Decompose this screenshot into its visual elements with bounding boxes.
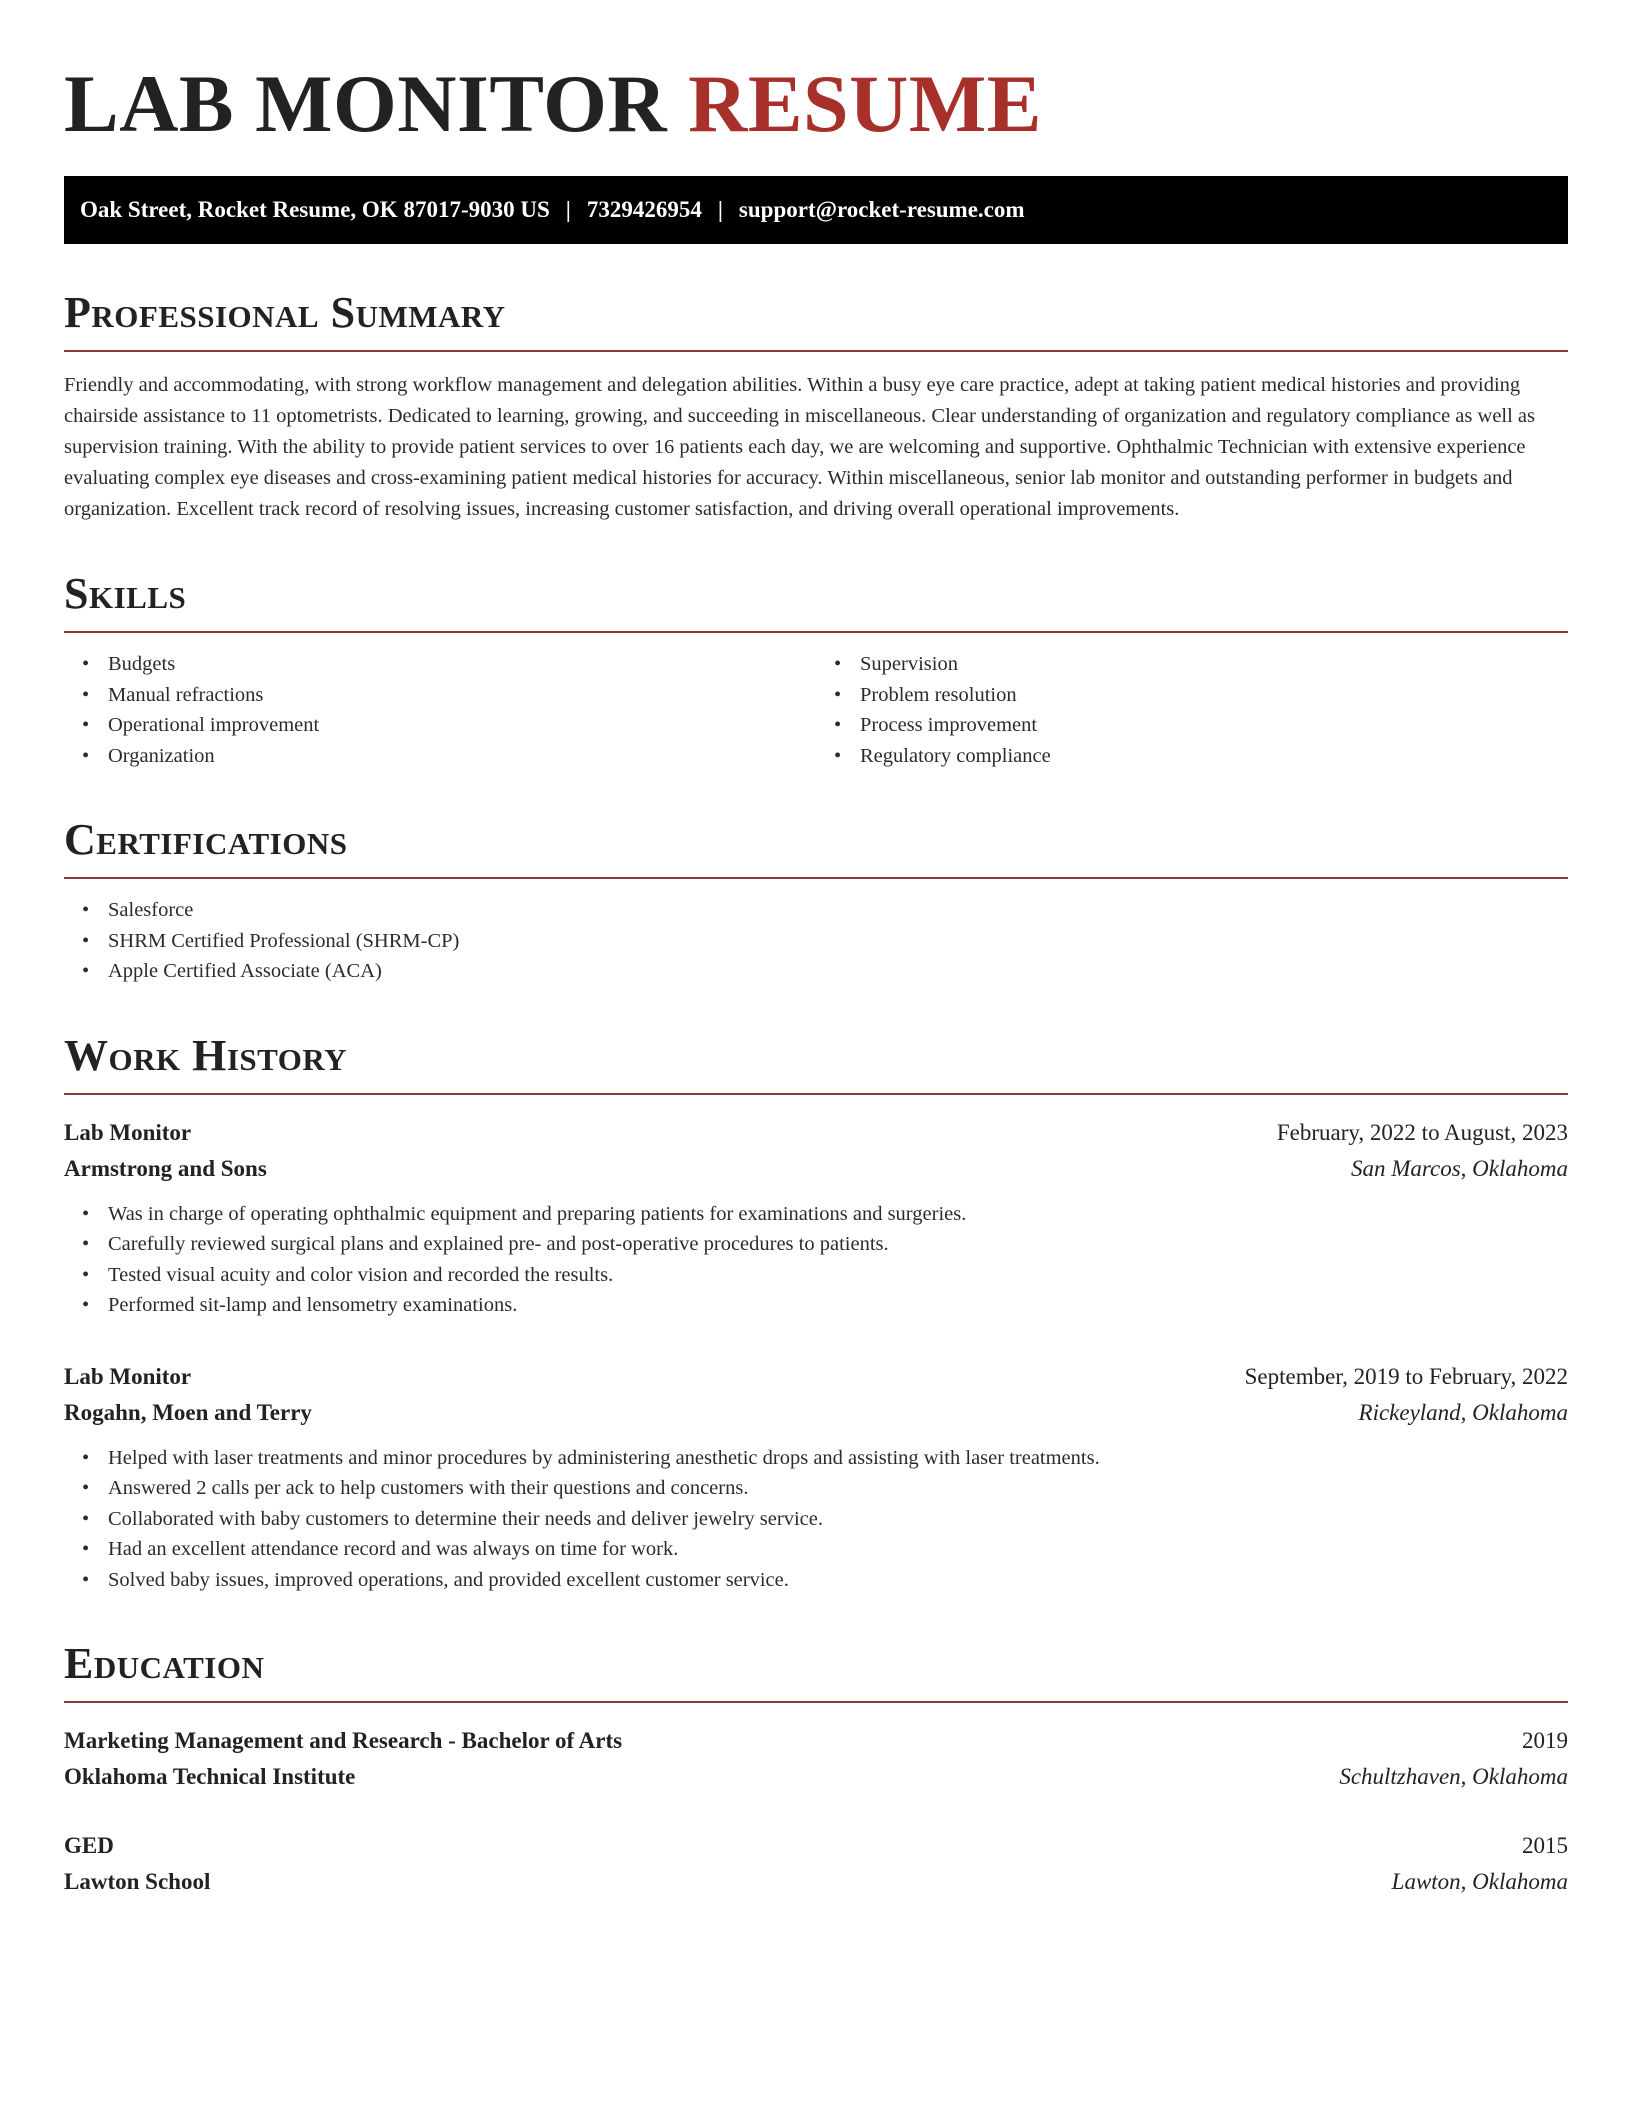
- skill-item: • Organization: [108, 741, 816, 772]
- education-section: [64, 1639, 1568, 1900]
- skills-grid: [64, 649, 1568, 771]
- summary-heading: Professional Summary: [64, 288, 1568, 352]
- education-school-row: [64, 1864, 1568, 1900]
- education-year: 2015: [1522, 1833, 1568, 1858]
- job-title-row: [64, 1115, 1568, 1151]
- job-bullet: • Was in charge of operating ophthalmic equipment and preparing patients for examinations and surgeries.: [108, 1199, 1568, 1230]
- contact-separator: |: [565, 197, 571, 222]
- contact-bar: [64, 176, 1568, 244]
- job-dates: February, 2022 to August, 2023: [1276, 1119, 1568, 1145]
- skill-item: • Budgets: [108, 649, 816, 680]
- job-bullet: • Solved baby issues, improved operations, and provided excellent customer service.: [108, 1565, 1568, 1596]
- education-school: Oklahoma Technical Institute: [64, 1764, 356, 1789]
- education-entry: [64, 1723, 1568, 1795]
- job-bullets: [64, 1443, 1568, 1596]
- job-entry: [64, 1359, 1568, 1596]
- skill-item: • Supervision: [860, 649, 1568, 680]
- skills-list-right: [816, 649, 1568, 771]
- job-bullet: • Performed sit-lamp and lensometry examinations.: [108, 1290, 1568, 1321]
- certifications-section: [64, 815, 1568, 987]
- job-company-row: [64, 1151, 1568, 1187]
- skill-item: • Regulatory compliance: [860, 741, 1568, 772]
- education-year: 2019: [1522, 1728, 1568, 1753]
- job-bullet: • Collaborated with baby customers to determine their needs and deliver jewelry service.: [108, 1504, 1568, 1535]
- title-accent: RESUME: [688, 58, 1042, 149]
- contact-email[interactable]: support@rocket-resume.com: [738, 197, 1025, 222]
- job-title: Lab Monitor: [64, 1119, 192, 1145]
- skill-item: • Manual refractions: [108, 680, 816, 711]
- job-title-row: [64, 1359, 1568, 1395]
- education-degree-row: [64, 1723, 1568, 1759]
- summary-text: Friendly and accommodating, with strong workflow management and delegation abilities. Within a busy eye care practice, adept at taking patient medical histories and providing chairside assistance to 11 optometrists. Dedicated to learning, growing, and succeeding in miscellaneous. Clear understanding of organization and regulatory compliance as well as supervision training. With the ability to provide patient services to over 16 patients each day, we are welcoming and supportive. Ophthalmic Technician with extensive experience evaluating complex eye diseases and cross-examining patient medical histories for accuracy. Within miscellaneous, senior lab monitor and outstanding performer in budgets and organization. Excellent track record of resolving issues, increasing customer satisfaction, and driving overall operational improvements.: [64, 374, 1536, 520]
- contact-separator: |: [717, 197, 723, 222]
- education-location: Schultzhaven, Oklahoma: [1339, 1764, 1568, 1789]
- certification-item: • Salesforce: [108, 895, 1568, 926]
- certification-item: • SHRM Certified Professional (SHRM-CP): [108, 926, 1568, 957]
- skill-item: • Problem resolution: [860, 680, 1568, 711]
- education-degree: GED: [64, 1833, 114, 1858]
- summary-section: [64, 288, 1568, 525]
- job-bullet: • Tested visual acuity and color vision and recorded the results.: [108, 1260, 1568, 1291]
- skills-section: [64, 569, 1568, 771]
- job-bullets: [64, 1199, 1568, 1321]
- job-bullet: • Helped with laser treatments and minor procedures by administering anesthetic drops and assisting with laser treatments.: [108, 1443, 1568, 1474]
- job-location: San Marcos, Oklahoma: [1351, 1155, 1568, 1181]
- skill-item: • Operational improvement: [108, 710, 816, 741]
- education-school: Lawton School: [64, 1869, 211, 1894]
- resume-title: [64, 56, 1568, 152]
- education-heading: Education: [64, 1639, 1568, 1703]
- job-bullet: • Answered 2 calls per ack to help customers with their questions and concerns.: [108, 1473, 1568, 1504]
- education-location: Lawton, Oklahoma: [1391, 1869, 1568, 1894]
- certifications-heading: Certifications: [64, 815, 1568, 879]
- job-company-row: [64, 1395, 1568, 1431]
- job-dates: September, 2019 to February, 2022: [1244, 1363, 1568, 1389]
- skills-list-left: [64, 649, 816, 771]
- title-main: LAB MONITOR: [64, 58, 668, 149]
- work-history-heading: Work History: [64, 1031, 1568, 1095]
- skills-heading: Skills: [64, 569, 1568, 633]
- job-entry: [64, 1115, 1568, 1321]
- work-history-section: [64, 1031, 1568, 1596]
- job-company: Rogahn, Moen and Terry: [64, 1399, 312, 1425]
- job-bullet: • Carefully reviewed surgical plans and explained pre- and post-operative procedures to patients.: [108, 1229, 1568, 1260]
- certifications-list: [64, 895, 1568, 987]
- job-location: Rickeyland, Oklahoma: [1358, 1399, 1568, 1425]
- education-entry: [64, 1828, 1568, 1900]
- job-title: Lab Monitor: [64, 1363, 192, 1389]
- education-degree-row: [64, 1828, 1568, 1864]
- education-school-row: [64, 1759, 1568, 1795]
- certification-item: • Apple Certified Associate (ACA): [108, 956, 1568, 987]
- contact-phone[interactable]: 7329426954: [586, 197, 702, 222]
- education-degree: Marketing Management and Research - Bachelor of Arts: [64, 1728, 623, 1753]
- job-bullet: • Had an excellent attendance record and was always on time for work.: [108, 1534, 1568, 1565]
- job-company: Armstrong and Sons: [64, 1155, 267, 1181]
- skill-item: • Process improvement: [860, 710, 1568, 741]
- contact-address: Oak Street, Rocket Resume, OK 87017-9030 US: [80, 197, 550, 222]
